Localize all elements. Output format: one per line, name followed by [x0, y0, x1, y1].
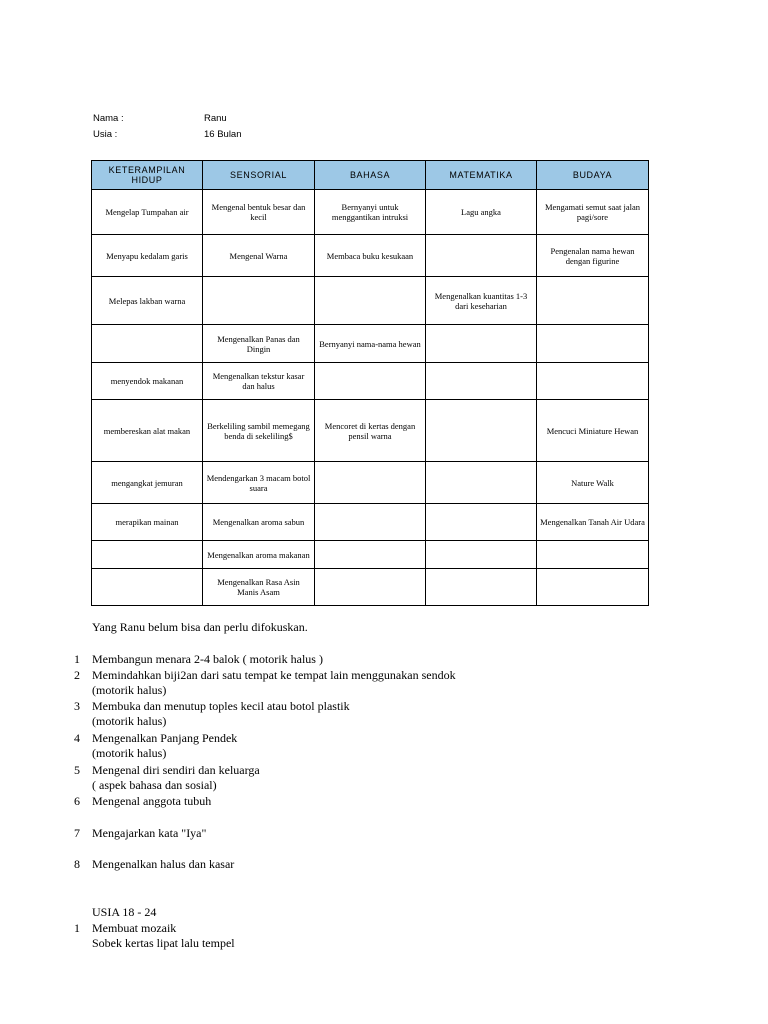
table-header-row — [92, 161, 649, 190]
table-cell: merapikan mainan — [92, 504, 203, 541]
name-label: Nama : — [93, 113, 124, 124]
header-matematika: MATEMATIKA — [426, 161, 537, 190]
age-value: 16 Bulan — [204, 129, 242, 140]
table-cell — [426, 325, 537, 363]
table-cell: Mengenalkan Tanah Air Udara — [537, 504, 649, 541]
header-budaya: BUDAYA — [537, 161, 649, 190]
table-cell: Nature Walk — [537, 462, 649, 504]
table-cell — [315, 541, 426, 569]
list-item: Memindahkan biji2an dari satu tempat ke tempat lain menggunakan sendok — [92, 668, 456, 682]
activity-table — [91, 160, 649, 606]
table-cell: membereskan alat makan — [92, 400, 203, 462]
list-number: 6 — [74, 794, 80, 808]
table-row — [92, 325, 649, 363]
list-item: Membuka dan menutup toples kecil atau botol plastik — [92, 699, 350, 713]
list-number: 4 — [74, 731, 80, 745]
list-item-note: (motorik halus) — [92, 746, 167, 760]
list-number: 7 — [74, 826, 80, 840]
table-cell: Mengenal bentuk besar dan kecil — [203, 190, 315, 235]
table-cell: Mendengarkan 3 macam botol suara — [203, 462, 315, 504]
list-item-note: ( aspek bahasa dan sosial) — [92, 778, 217, 792]
table-cell — [537, 541, 649, 569]
table-cell: Pengenalan nama hewan dengan figurine — [537, 235, 649, 277]
list-number: 8 — [74, 857, 80, 871]
table-cell — [92, 541, 203, 569]
list-item-note: (motorik halus) — [92, 714, 167, 728]
table-cell — [92, 325, 203, 363]
table-row — [92, 277, 649, 325]
table-cell: Bernyanyi nama-nama hewan — [315, 325, 426, 363]
table-cell — [315, 504, 426, 541]
table-cell: Mengenalkan tekstur kasar dan halus — [203, 363, 315, 400]
list-item: Membuat mozaik — [92, 921, 177, 935]
header-keterampilan-hidup: KETERAMPILAN HIDUP — [92, 161, 203, 190]
list-number: 1 — [74, 652, 80, 666]
table-cell — [426, 569, 537, 606]
table-cell: Lagu angka — [426, 190, 537, 235]
list-number: 1 — [74, 921, 80, 935]
table-cell — [203, 277, 315, 325]
table-row — [92, 504, 649, 541]
table-cell: Bernyanyi untuk menggantikan intruksi — [315, 190, 426, 235]
header-sensorial: SENSORIAL — [203, 161, 315, 190]
table-cell: mengangkat jemuran — [92, 462, 203, 504]
table-cell: Mengamati semut saat jalan pagi/sore — [537, 190, 649, 235]
list-item-note: Sobek kertas lipat lalu tempel — [92, 936, 235, 950]
table-cell: Mengenalkan Rasa Asin Manis Asam — [203, 569, 315, 606]
table-row — [92, 569, 649, 606]
table-cell: Berkeliling sambil memegang benda di sekeliling$ — [203, 400, 315, 462]
table-cell — [426, 400, 537, 462]
table-cell — [426, 363, 537, 400]
age-label: Usia : — [93, 129, 118, 140]
table-cell: Melepas lakban warna — [92, 277, 203, 325]
table-cell — [426, 504, 537, 541]
name-value: Ranu — [204, 113, 227, 124]
table-cell — [315, 569, 426, 606]
table-cell: Membaca buku kesukaan — [315, 235, 426, 277]
table-row — [92, 363, 649, 400]
table-cell — [537, 363, 649, 400]
age-section-title: USIA 18 - 24 — [92, 905, 157, 919]
table-cell — [315, 462, 426, 504]
list-item: Mengenal diri sendiri dan keluarga — [92, 763, 260, 777]
table-row — [92, 462, 649, 504]
table-row — [92, 541, 649, 569]
table-cell — [426, 462, 537, 504]
list-item: Membangun menara 2-4 balok ( motorik halus ) — [92, 652, 323, 666]
table-cell — [92, 569, 203, 606]
list-number: 5 — [74, 763, 80, 777]
table-cell — [315, 277, 426, 325]
table-row — [92, 235, 649, 277]
list-number: 2 — [74, 668, 80, 682]
table-cell: Mengenalkan aroma makanan — [203, 541, 315, 569]
list-item: Mengenalkan halus dan kasar — [92, 857, 235, 871]
table-cell — [315, 363, 426, 400]
table-cell — [537, 325, 649, 363]
table-cell: menyendok makanan — [92, 363, 203, 400]
table-cell: Mencoret di kertas dengan pensil warna — [315, 400, 426, 462]
list-item: Mengenal anggota tubuh — [92, 794, 212, 808]
table-cell: Mengenal Warna — [203, 235, 315, 277]
list-item-note: (motorik halus) — [92, 683, 167, 697]
list-item: Mengajarkan kata "Iya" — [92, 826, 207, 840]
table-cell: Mengenalkan Panas dan Dingin — [203, 325, 315, 363]
table-cell: Mengenalkan kuantitas 1-3 dari keseharian — [426, 277, 537, 325]
list-item: Mengenalkan Panjang Pendek — [92, 731, 238, 745]
table-cell: Mengelap Tumpahan air — [92, 190, 203, 235]
table-row — [92, 190, 649, 235]
table-cell: Mengenalkan aroma sabun — [203, 504, 315, 541]
table-cell — [426, 235, 537, 277]
table-cell — [426, 541, 537, 569]
table-cell — [537, 569, 649, 606]
list-number: 3 — [74, 699, 80, 713]
table-row — [92, 400, 649, 462]
table-cell: Mencuci Miniature Hewan — [537, 400, 649, 462]
table-cell: Menyapu kedalam garis — [92, 235, 203, 277]
table-cell — [537, 277, 649, 325]
header-bahasa: BAHASA — [315, 161, 426, 190]
focus-intro: Yang Ranu belum bisa dan perlu difokuskan. — [92, 620, 308, 634]
